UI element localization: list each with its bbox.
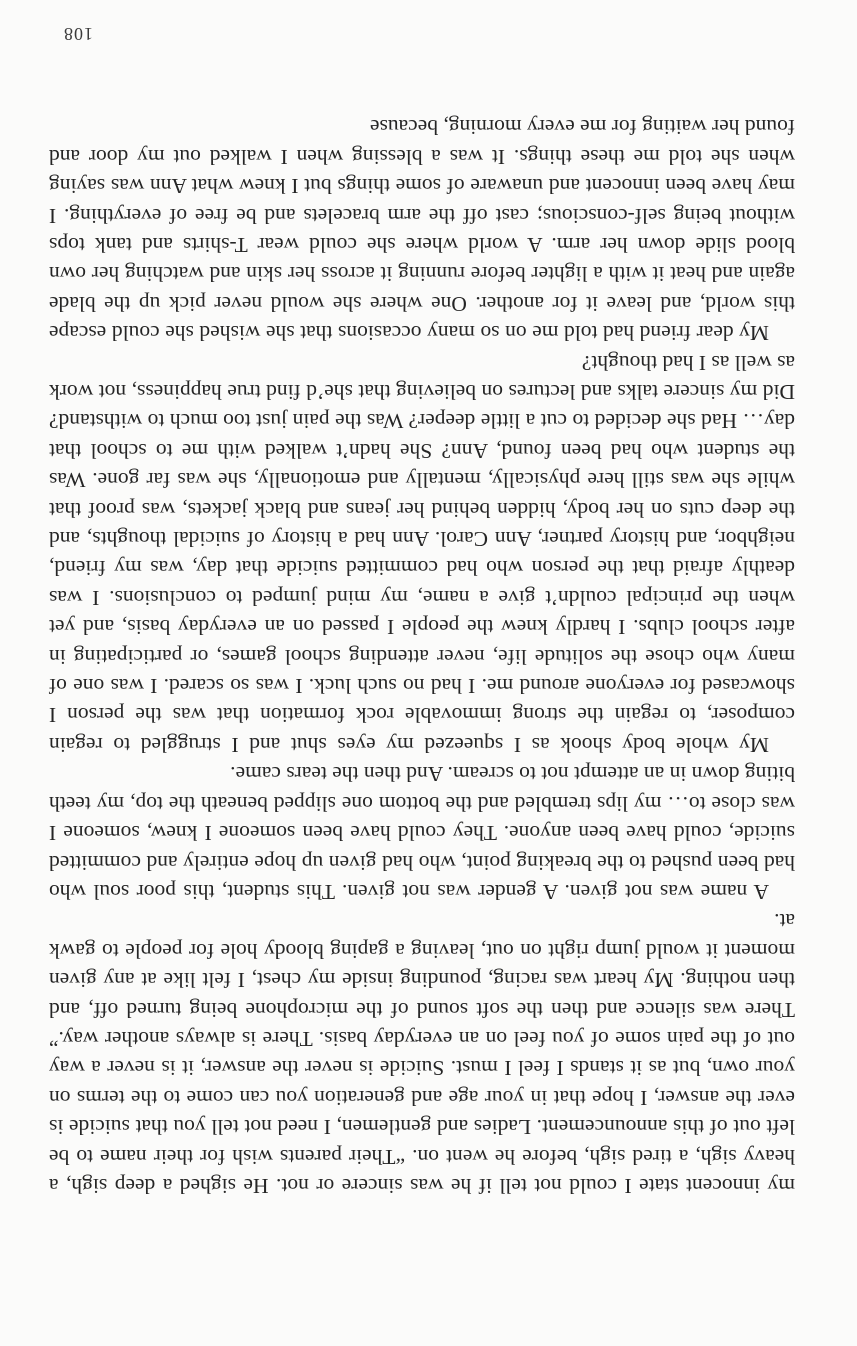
paragraph-3: My whole body shook as I squeezed my eyes shut and I struggled to regain composer, to regain the strong immovable rock formation that was the person I showcased for everyone around me. I had no such luck. I was so scared. I was one of many who chose the solitude life, never attending school games, or participating in after school clubs. I hardly knew the people I passed on an everyday basis, and yet when the principal couldn’t give a name, my mind jumped to conclusions. I was deathly afraid that the person who had committed suicide that day, was my friend, neighbor, and history partner, Ann Carol. Ann had a history of suicidal thoughts, and the deep cuts on her body, hidden behind her jeans and black jackets, was proof that while she was still here physically, mentally and emotionally, she was far gone. Was the student who had been found, Ann? She hadn’t walked with me to school that day… Had she decided to cut a little deeper? Was the pain just too much to withstand? Did my sincere talks and lectures on believing that she’d find true happiness, not work as well as I had thought? (49, 350, 795, 757)
paragraph-1: my innocent state I could not tell if he was sincere or not. He sighed a deep sigh, a heavy sigh, a tired sigh, before he went on. “Their parents wish for their name to be left out of this announcement. Ladies and gentlemen, I need not tell you that suicide is ever the answer, I hope that in your age and generation you can come to the terms on your own, but as it stands I feel I must. Suicide is never the answer, it is never a way out of the pain some of you feel on an everyday basis. There is always another way.” There was silence and then the soft sound of the microphone being turned off, and then nothing. My heart was racing, pounding inside my chest, I felt like at any given moment it would jump right on out, leaving a gaping bloody hole for people to gawk at. (49, 909, 795, 1198)
page-body-text (49, 112, 795, 1200)
page-number: 108 (63, 24, 93, 44)
paragraph-4: My dear friend had told me on so many occasions that she wished she could escape this world, and leave it for another. One where she would never pick up the blade again and heat it with a lighter before running it across her skin and watching her own blood slide down her arm. A world where she could wear T-shirts and tank tops without being self-conscious; cast off the arm bracelets and be free of everything. I may have been innocent and unaware of some things but I knew what Ann was saying when she told me these things. It was a blessing when I walked out my door and found her waiting for me every morning, because (49, 115, 795, 346)
paragraph-2: A name was not given. A gender was not given. This student, this poor soul who had been pushed to the breaking point, who had given up hope entirely and committed suicide, could have been anyone. They could have been someone I knew, someone I was close to… my lips trembled and the bottom one slipped beneath the top, my teeth biting down in an attempt not to scream. And then the tears came. (49, 762, 795, 904)
